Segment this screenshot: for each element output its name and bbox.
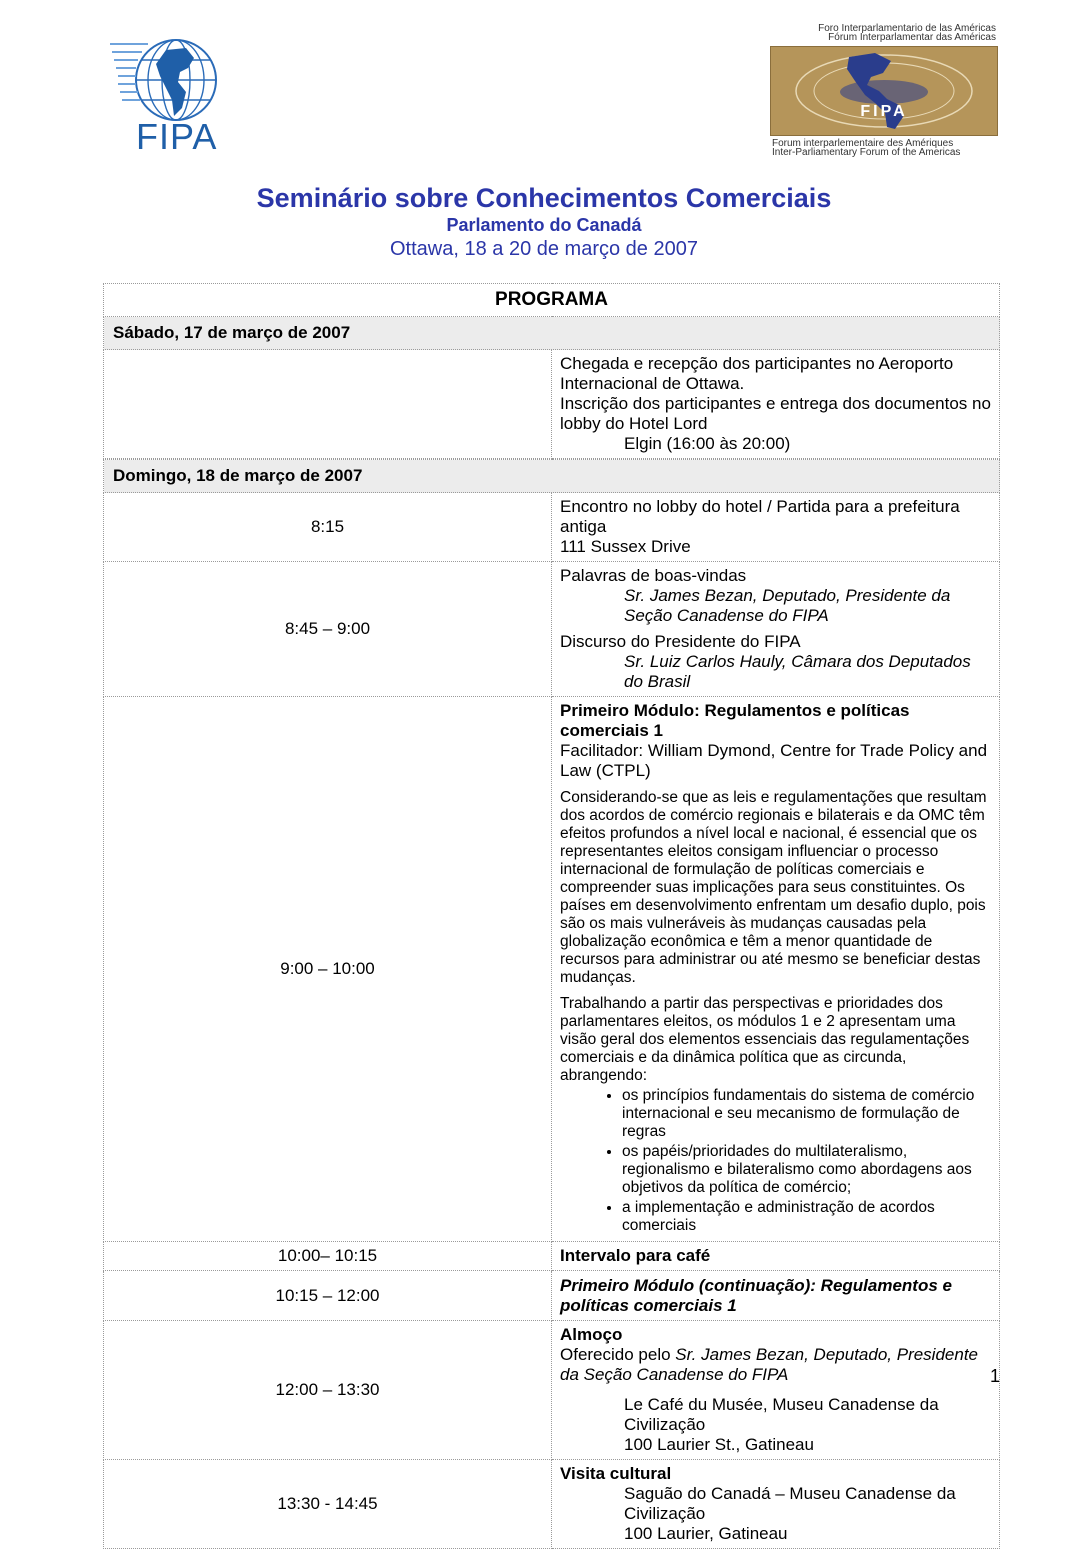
logo-seal-text: FIPA xyxy=(860,103,908,120)
page-subtitle: Parlamento do Canadá xyxy=(446,215,642,235)
title-block xyxy=(0,182,1088,262)
table-row xyxy=(104,1271,1000,1321)
fipa-americas-logo xyxy=(770,22,998,157)
page-title: Seminário sobre Conhecimentos Comerciais xyxy=(256,183,832,213)
description-cell: Almoço Oferecido pelo Sr. James Bezan, Deputado, Presidente da Seção Canadense do FIPA Le Café du Musée, Museu Canadense da Civilização 100 Laurier St., Gatineau xyxy=(552,1321,1000,1460)
description-cell: Intervalo para café xyxy=(552,1242,1000,1271)
list-item: • os papéis/prioridades do multilateralismo, regionalismo e bilateralismo como abordagens aos objetivos da política de comércio; xyxy=(622,1143,991,1197)
table-row xyxy=(104,350,1000,459)
table-row xyxy=(104,1242,1000,1271)
table-row xyxy=(104,1321,1000,1460)
table-row xyxy=(104,493,1000,562)
americas-map-icon xyxy=(771,47,997,135)
logo-gold-panel xyxy=(770,46,998,136)
page-number: 1 xyxy=(989,1366,1000,1386)
time-cell xyxy=(104,350,552,459)
time-cell: 9:00 – 10:00 xyxy=(104,697,552,1242)
time-cell: 8:45 – 9:00 xyxy=(104,562,552,697)
time-cell: 10:15 – 12:00 xyxy=(104,1271,552,1321)
list-item: • a implementação e administração de acordos comerciais xyxy=(622,1199,991,1235)
fipa-logo-text: FIPA xyxy=(136,116,218,157)
topic-list xyxy=(560,1087,991,1235)
day-header-sunday: Domingo, 18 de março de 2007 xyxy=(104,460,1000,493)
time-cell: 12:00 – 13:30 xyxy=(104,1321,552,1460)
table-row xyxy=(104,562,1000,697)
logo-caption-bottom: Forum interparlementaire des Amériques Inter-Parliamentary Forum of the Americas xyxy=(772,138,961,158)
description-cell: Chegada e recepção dos participantes no Aeroporto Internacional de Ottawa. Inscrição dos participantes e entrega dos documentos no lobby do Hotel Lord Elgin (16:00 às 20:00) xyxy=(552,350,1000,459)
description-cell: Primeiro Módulo (continuação): Regulamentos e políticas comerciais 1 xyxy=(552,1271,1000,1321)
time-cell: 8:15 xyxy=(104,493,552,562)
program-table-sunday xyxy=(103,459,1000,1549)
description-cell: Primeiro Módulo: Regulamentos e políticas comerciais 1 Facilitador: William Dymond, Centre for Trade Policy and Law (CTPL) Considerando-se que as leis e regulamentações que resultam dos acordos de comércio regionais e bilaterais e da OMC têm efeitos profundos a nível local e nacional, é essencial que os representantes eleitos consigam influenciar o processo internacional de formulação de políticas comerciais e compreender suas implicações para seus constituintes. Os países em desenvolvimento enfrentam um desafio duplo, pois são os mais vulneráveis às mudanças causadas pela globalização econômica e têm a menor quantidade de recursos para administrar ou até mesmo se beneficiar destas mudanças. Trabalhando a partir das perspectivas e prioridades dos parlamentares eleitos, os módulos 1 e 2 apresentam uma visão geral dos elementos essenciais das regulamentações comerciais e da dinâmica política que as circunda, abrangendo: • os princípios fundamentais do sistema de comércio internacional e seu mecanismo de formulação de regras • os papéis/prioridades do multilateralismo, regionalismo e bilateralismo como abordagens aos objetivos da política de comércio; • a implementação e administração de acordos comerciais xyxy=(552,697,1000,1242)
day-header-saturday: Sábado, 17 de março de 2007 xyxy=(104,317,1000,350)
time-cell: 13:30 - 14:45 xyxy=(104,1460,552,1549)
list-item: • os princípios fundamentais do sistema de comércio internacional e seu mecanismo de formulação de regras xyxy=(622,1087,991,1141)
description-cell: Visita cultural Saguão do Canadá – Museu Canadense da Civilização 100 Laurier, Gatineau xyxy=(552,1460,1000,1549)
place-date: Ottawa, 18 a 20 de março de 2007 xyxy=(390,238,698,260)
description-cell: Palavras de boas-vindas Sr. James Bezan, Deputado, Presidente da Seção Canadense do FIPA Discurso do Presidente do FIPA Sr. Luiz Carlos Hauly, Câmara dos Deputados do Brasil xyxy=(552,562,1000,697)
program-heading: PROGRAMA xyxy=(104,284,1000,317)
table-row xyxy=(104,697,1000,1242)
program-table-saturday xyxy=(103,283,1000,459)
description-cell: Encontro no lobby do hotel / Partida para a prefeitura antiga 111 Sussex Drive xyxy=(552,493,1000,562)
logo-caption-top: Foro Interparlamentario de las Américas Fórum Interparlamentar das Américas xyxy=(818,23,996,43)
table-row xyxy=(104,1460,1000,1549)
time-cell: 10:00– 10:15 xyxy=(104,1242,552,1271)
